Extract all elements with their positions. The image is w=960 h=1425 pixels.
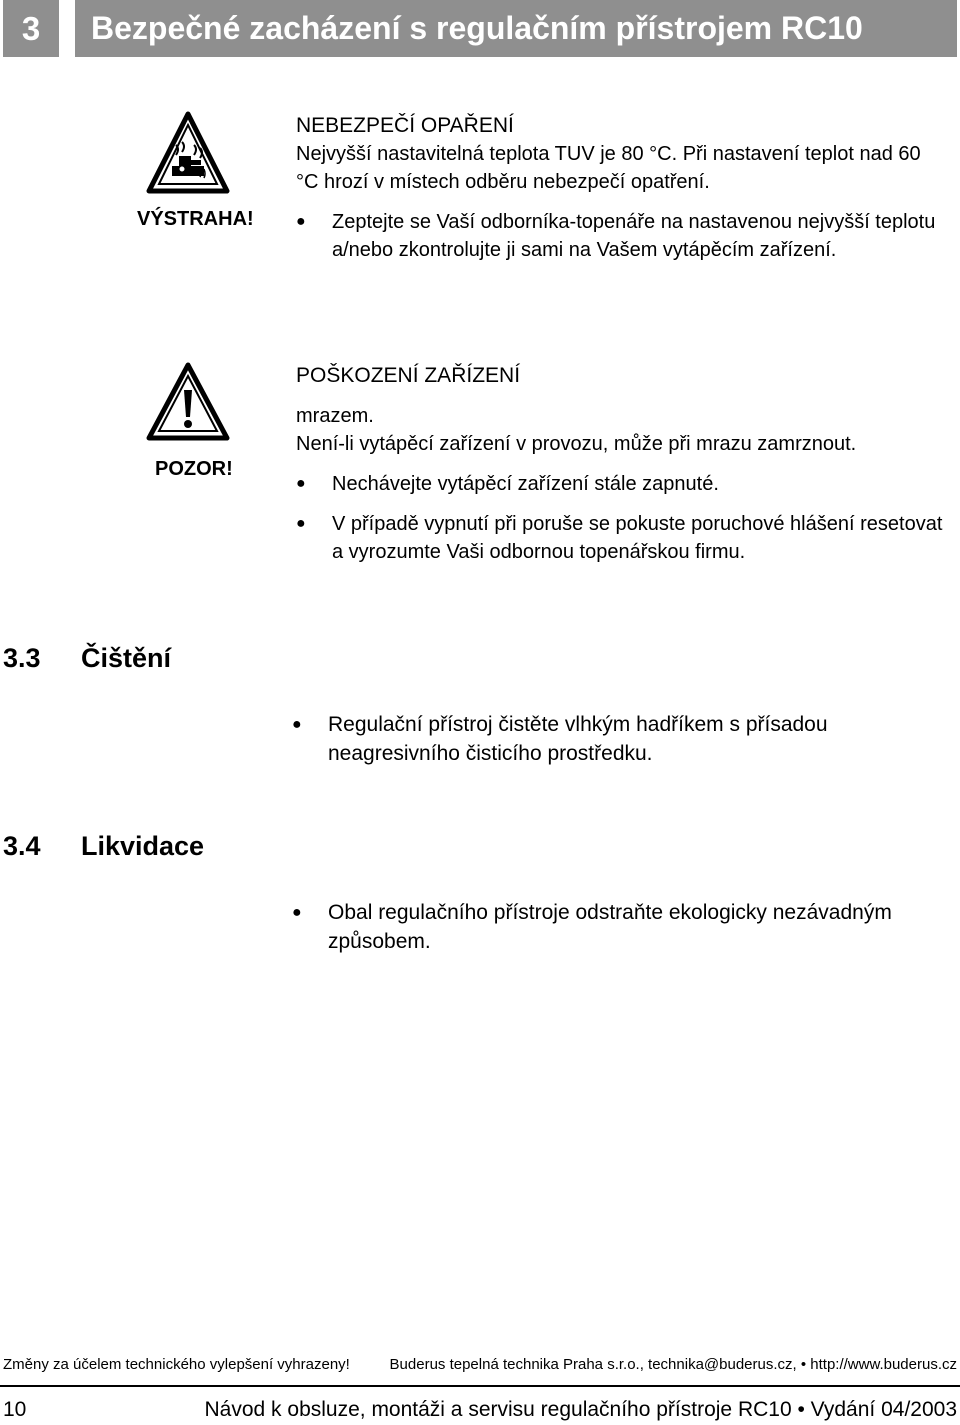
warning-title: NEBEZPEČÍ OPAŘENÍ bbox=[296, 114, 514, 137]
footer-notes bbox=[3, 1356, 957, 1373]
footer-note-left: Změny za účelem technického vylepšení vyhrazeny! bbox=[3, 1356, 350, 1373]
document-title: Návod k obsluze, montáži a servisu regulačního přístroje RC10 • Vydání 04/2003 bbox=[204, 1398, 957, 1421]
chapter-title: Bezpečné zacházení s regulačním přístrojem RC10 bbox=[75, 0, 957, 57]
warning-block-damage bbox=[296, 362, 946, 566]
bullet-dot: ● bbox=[292, 716, 302, 733]
warning-title: POŠKOZENÍ ZAŘÍZENÍ bbox=[296, 364, 521, 387]
section-heading bbox=[3, 831, 204, 862]
bullet-dot: ● bbox=[296, 475, 306, 492]
bullet-dot: ● bbox=[292, 904, 302, 921]
section-number: 3.3 bbox=[3, 643, 41, 673]
bullet-dot: ● bbox=[296, 515, 306, 532]
list-item-text: Nechávejte vytápěcí zařízení stále zapnuté. bbox=[332, 473, 719, 495]
section-heading bbox=[3, 643, 171, 674]
page-number: 10 bbox=[3, 1398, 27, 1421]
footer-note-right: Buderus tepelná technika Praha s.r.o., technika@buderus.cz, • http://www.buderus.cz bbox=[389, 1356, 957, 1373]
list-item bbox=[292, 898, 952, 956]
footer-divider bbox=[0, 1385, 960, 1387]
bullet-dot: ● bbox=[296, 213, 306, 230]
hot-water-scald-warning-icon bbox=[146, 111, 230, 195]
exclamation-warning-icon bbox=[146, 362, 230, 442]
list-item-text: Regulační přístroj čistěte vlhkým hadříkem s přísadou neagresivního čisticího prostředku. bbox=[328, 713, 828, 765]
warning-text-line: Není-li vytápěcí zařízení v provozu, může při mrazu zamrznout. bbox=[296, 433, 857, 455]
section-number: 3.4 bbox=[3, 831, 41, 861]
list-item bbox=[292, 710, 952, 768]
list-item bbox=[296, 510, 946, 566]
warning-block-scald bbox=[296, 112, 946, 264]
section-title: Likvidace bbox=[81, 831, 205, 861]
list-item-text: Zeptejte se Vaší odborníka-topenáře na nastavenou nejvyšší teplotu a/nebo zkontrolujte ji sami na Vašem vytápěcím zařízení. bbox=[332, 211, 936, 261]
warning-signal-word: VÝSTRAHA! bbox=[137, 208, 254, 230]
warning-signal-word: POZOR! bbox=[155, 458, 233, 480]
list-item-text: Obal regulačního přístroje odstraňte ekologicky nezávadným způsobem. bbox=[328, 901, 892, 953]
chapter-number: 3 bbox=[3, 0, 59, 57]
warning-text-line: mrazem. bbox=[296, 405, 374, 427]
warning-text: Nejvyšší nastavitelná teplota TUV je 80 °C. Při nastavení teplot nad 60 °C hrozí v místech odběru nebezpečí opatření. bbox=[296, 143, 921, 193]
list-item bbox=[296, 470, 946, 498]
list-item-text: V případě vypnutí při poruše se pokuste poruchové hlášení resetovat a vyrozumte Vaši odbornou topenářskou firmu. bbox=[332, 513, 943, 563]
section-title: Čištění bbox=[81, 643, 172, 673]
list-item bbox=[296, 208, 946, 264]
